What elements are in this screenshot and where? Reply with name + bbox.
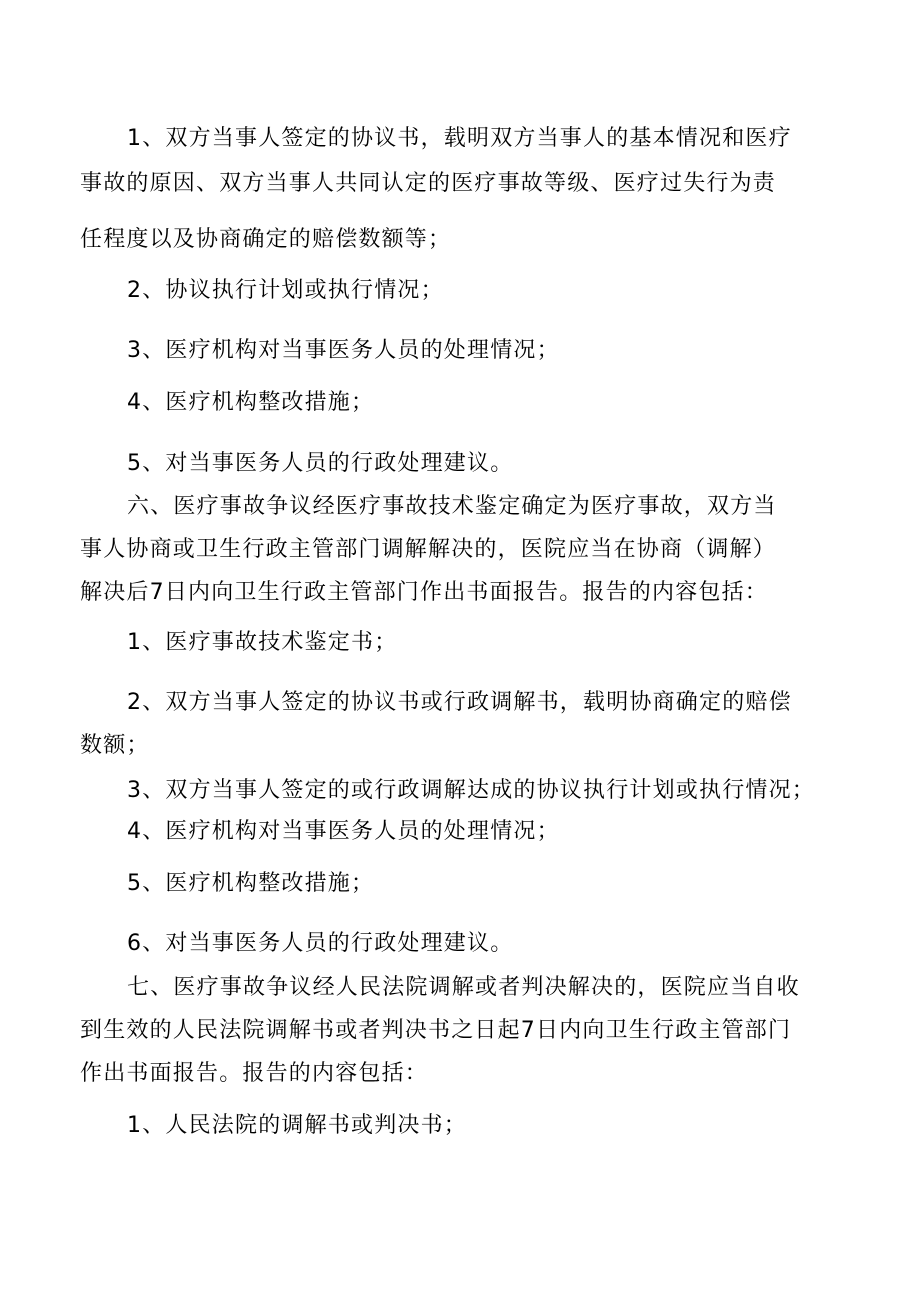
item-5-line: 5、对当事医务人员的行政处理建议。 — [127, 451, 514, 476]
section-6-line-2: 事人协商或卫生行政主管部门调解解决的，医院应当在协商（调解） — [80, 537, 777, 562]
item-3-line: 3、医疗机构对当事医务人员的处理情况； — [127, 338, 560, 363]
item-4-line: 4、医疗机构整改措施； — [127, 390, 375, 415]
section-7-line-2: 到生效的人民法院调解书或者判决书之日起7日内向卫生行政主管部门 — [80, 1018, 792, 1043]
section-6-item-1: 1、医疗事故技术鉴定书； — [127, 630, 398, 655]
section-7-item-1: 1、人民法院的调解书或判决书； — [127, 1113, 467, 1138]
section-6-item-5: 5、医疗机构整改措施； — [127, 871, 375, 896]
section-7-line-3: 作出书面报告。报告的内容包括： — [80, 1061, 429, 1086]
item-2-line: 2、协议执行计划或执行情况； — [127, 278, 444, 303]
section-6-item-6: 6、对当事医务人员的行政处理建议。 — [127, 931, 514, 956]
item-1-line-3: 任程度以及协商确定的赔偿数额等； — [80, 227, 452, 252]
section-6-line-3: 解决后7日内向卫生行政主管部门作出书面报告。报告的内容包括： — [80, 580, 768, 605]
item-1-line-1: 1、双方当事人签定的协议书，载明双方当事人的基本情况和医疗 — [127, 126, 792, 151]
section-6-item-3: 3、双方当事人签定的或行政调解达成的协议执行计划或执行情况； — [127, 778, 815, 803]
section-6-item-4: 4、医疗机构对当事医务人员的处理情况； — [127, 819, 560, 844]
section-6-item-2-line-1: 2、双方当事人签定的协议书或行政调解书，载明协商确定的赔偿 — [127, 690, 792, 715]
section-6-item-2-line-2: 数额； — [80, 733, 150, 758]
item-1-line-2: 事故的原因、双方当事人共同认定的医疗事故等级、医疗过失行为责 — [80, 171, 777, 196]
section-6-line-1: 六、医疗事故争议经医疗事故技术鉴定确定为医疗事故，双方当 — [127, 494, 777, 519]
section-7-line-1: 七、医疗事故争议经人民法院调解或者判决解决的，医院应当自收 — [127, 975, 800, 1000]
